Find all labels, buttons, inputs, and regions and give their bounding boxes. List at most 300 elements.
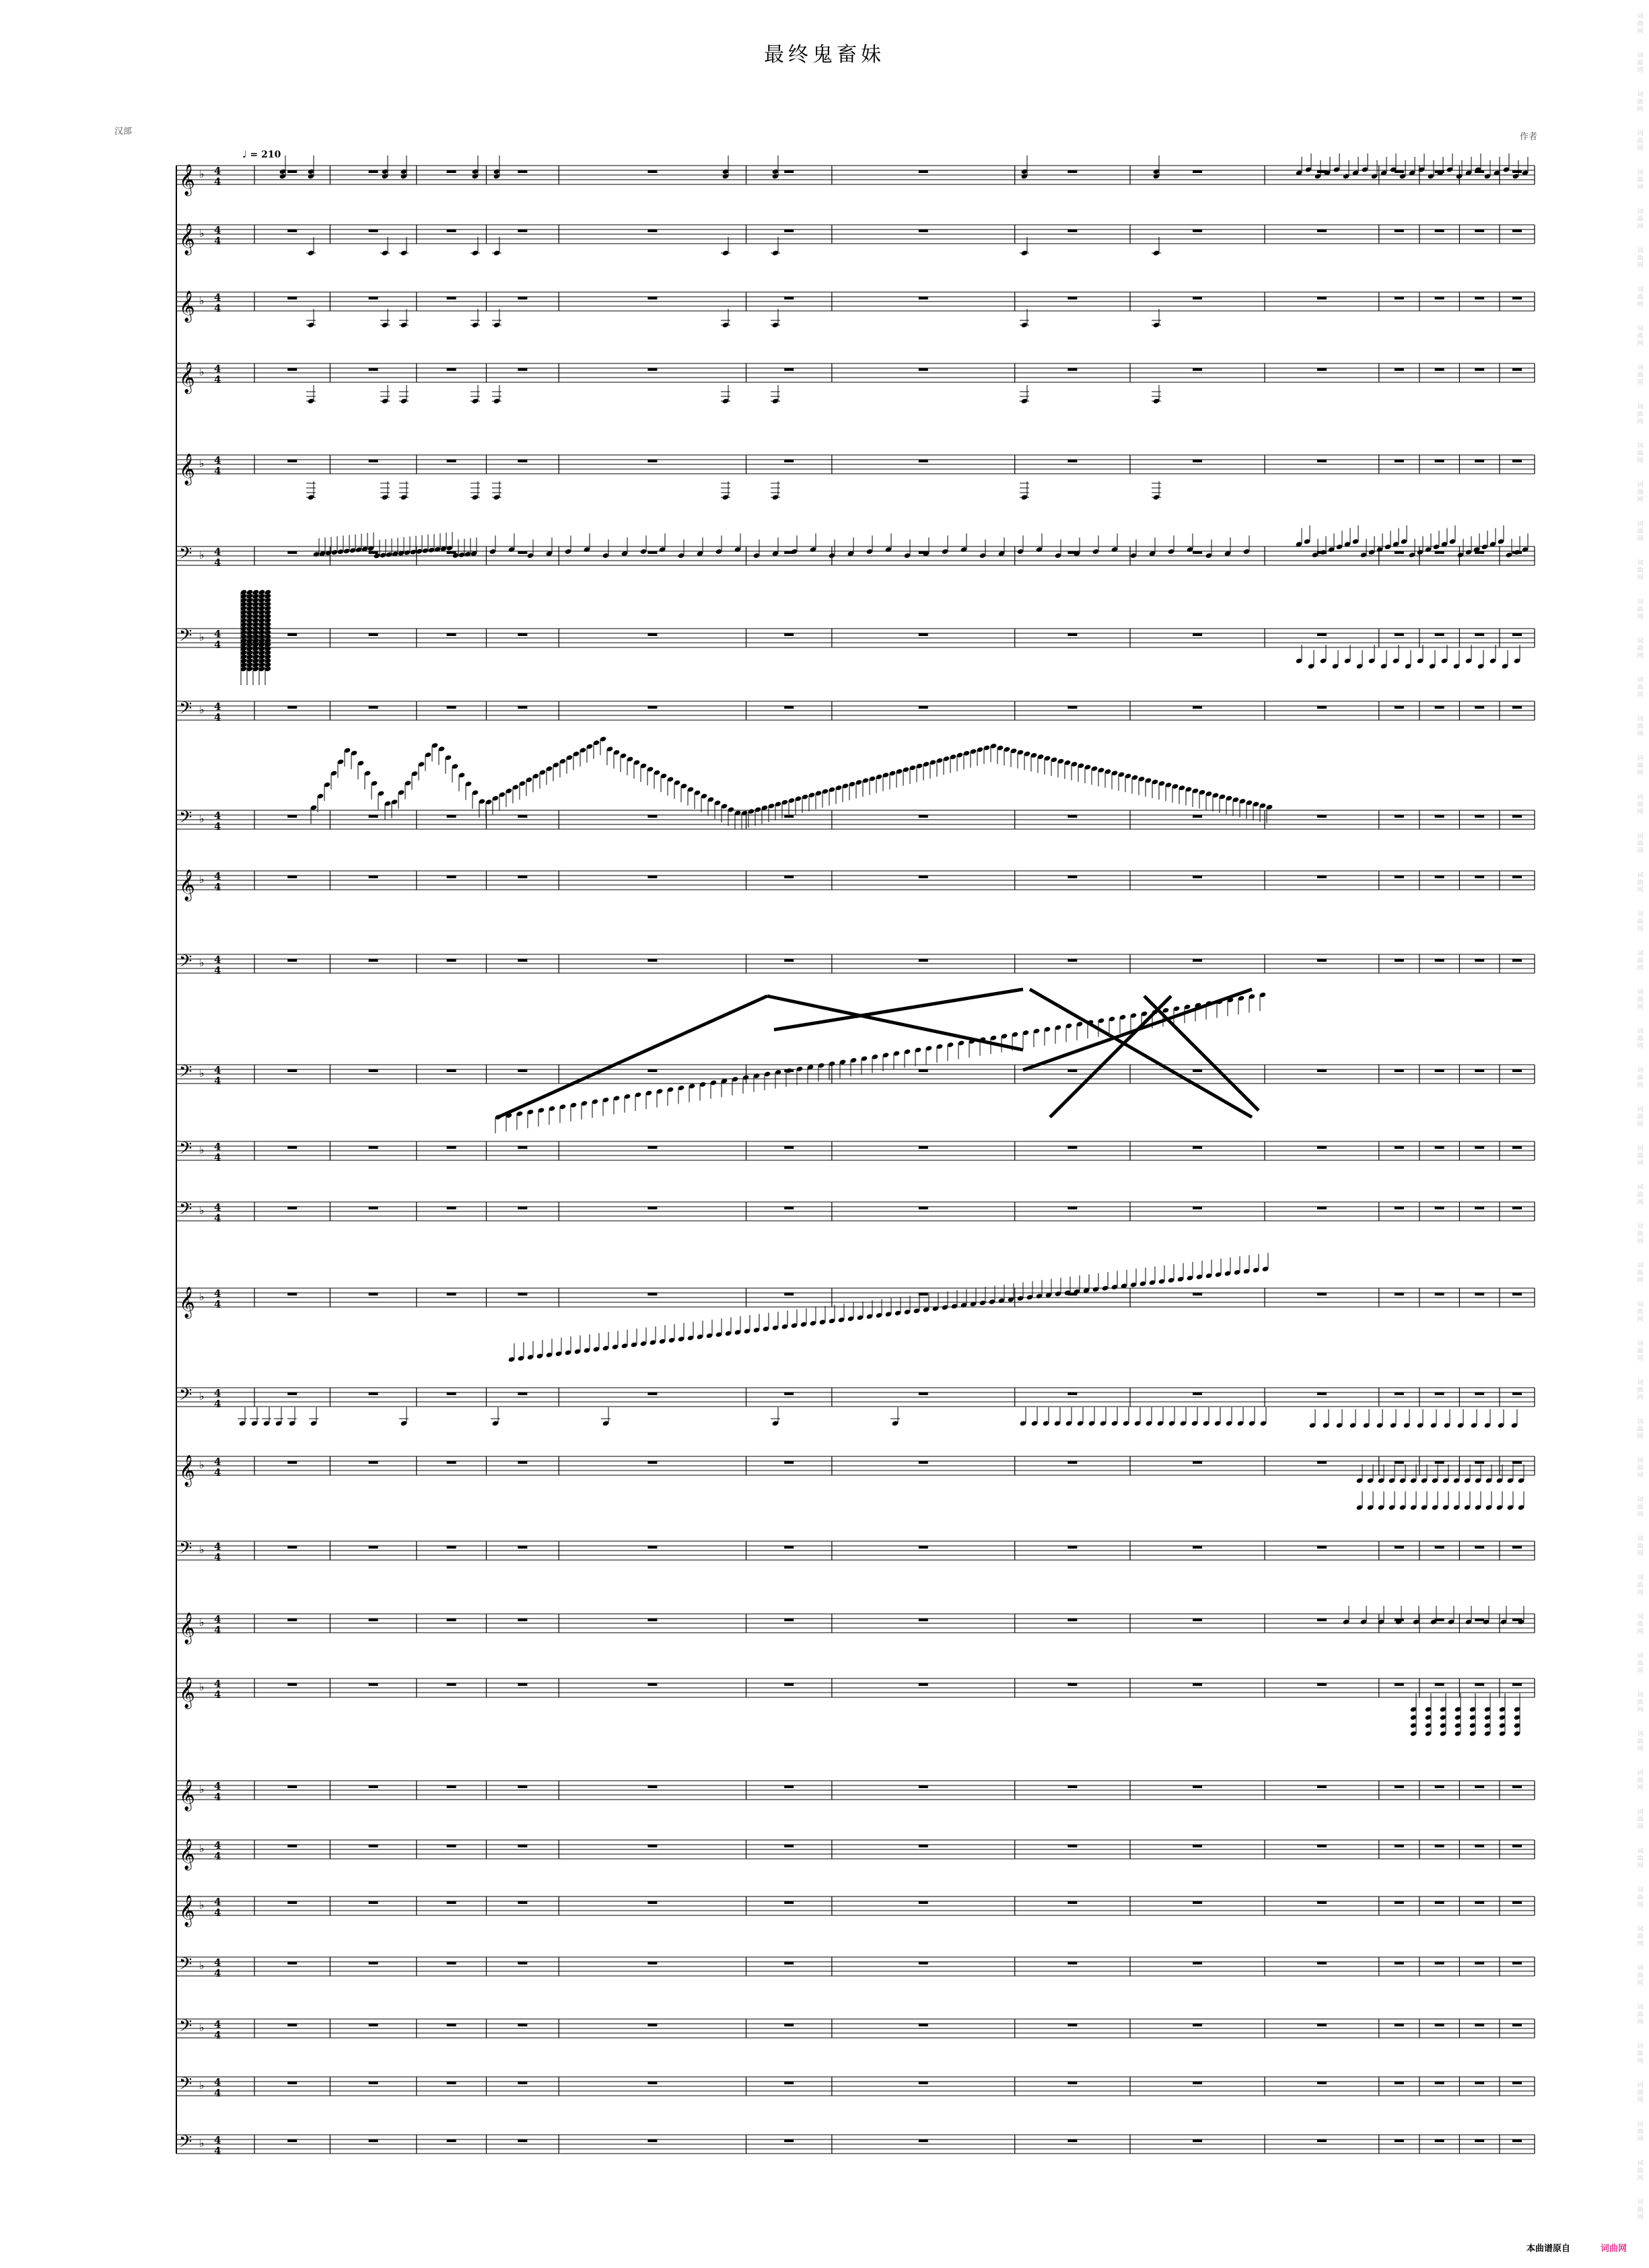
- whole-rest-icon: [1512, 1392, 1522, 1395]
- watermark-text: 词曲网: [1637, 52, 1644, 74]
- whole-rest-icon: [1475, 2139, 1484, 2142]
- time-signature-bottom: 4: [214, 1298, 221, 1310]
- whole-rest-icon: [784, 1619, 794, 1621]
- whole-rest-icon: [919, 1785, 928, 1788]
- whole-rest-icon: [447, 876, 456, 878]
- whole-rest-icon: [1067, 2024, 1077, 2026]
- whole-rest-icon: [1475, 1207, 1484, 1209]
- bass-clef-icon: 𝄢: [179, 2074, 192, 2098]
- note-beam-cluster: [498, 996, 767, 1117]
- flat-key-signature-icon: ♭: [199, 703, 205, 716]
- bass-clef-icon: 𝄢: [179, 952, 192, 975]
- whole-rest-icon: [1067, 2082, 1077, 2084]
- whole-rest-icon: [1435, 1392, 1444, 1395]
- whole-rest-icon: [287, 297, 297, 299]
- whole-rest-icon: [647, 1069, 657, 1072]
- whole-rest-icon: [447, 1392, 456, 1395]
- whole-rest-icon: [287, 1845, 297, 1847]
- watermark-text: 词曲网: [1637, 2082, 1644, 2104]
- whole-rest-icon: [1512, 229, 1522, 232]
- time-signature-bottom: 4: [214, 1398, 221, 1410]
- whole-rest-icon: [447, 1785, 456, 1788]
- time-signature-top: 4: [214, 1201, 221, 1213]
- whole-rest-icon: [518, 460, 527, 462]
- whole-rest-icon: [647, 1901, 657, 1904]
- watermark-text: 词曲网: [1637, 2121, 1644, 2143]
- time-signature-top: 4: [214, 2134, 221, 2146]
- whole-rest-icon: [1475, 815, 1484, 818]
- flat-key-signature-icon: ♭: [199, 1616, 205, 1629]
- flat-key-signature-icon: ♭: [199, 1067, 205, 1079]
- watermark-text: 词曲网: [1637, 1067, 1644, 1089]
- whole-rest-icon: [1435, 706, 1444, 709]
- watermark-text: 词曲网: [1637, 170, 1644, 191]
- bass-clef-icon: 𝄢: [179, 2132, 192, 2156]
- time-signature-top: 4: [214, 224, 221, 236]
- whole-rest-icon: [1067, 170, 1077, 173]
- whole-rest-icon: [1395, 959, 1404, 962]
- flat-key-signature-icon: ♭: [199, 2079, 205, 2092]
- whole-rest-icon: [1475, 1683, 1484, 1686]
- footer-source-text: 本曲谱原自: [1527, 2244, 1571, 2254]
- whole-rest-icon: [1395, 460, 1404, 462]
- watermark-text: 词曲网: [1637, 1731, 1644, 1752]
- whole-rest-icon: [1512, 706, 1522, 709]
- whole-rest-icon: [1317, 815, 1327, 818]
- watermark-text: 词曲网: [1637, 716, 1644, 738]
- whole-rest-icon: [369, 1207, 378, 1209]
- time-signature-bottom: 4: [214, 1212, 221, 1224]
- whole-rest-icon: [1512, 2082, 1522, 2084]
- treble-clef-icon: 𝄞: [179, 362, 195, 393]
- whole-rest-icon: [518, 1845, 527, 1847]
- watermark-text: 词曲网: [1637, 1224, 1644, 1245]
- whole-rest-icon: [1067, 1683, 1077, 1686]
- flat-key-signature-icon: ♭: [199, 1899, 205, 1911]
- flat-key-signature-icon: ♭: [199, 1959, 205, 1972]
- bass-clef-icon: 𝄢: [179, 1538, 192, 1562]
- whole-rest-icon: [1067, 368, 1077, 371]
- whole-rest-icon: [447, 1461, 456, 1464]
- watermark-text: 词曲网: [1637, 833, 1644, 855]
- bass-clef-icon: 𝄢: [179, 1139, 192, 1162]
- time-signature-bottom: 4: [214, 711, 221, 723]
- whole-rest-icon: [1395, 368, 1404, 371]
- whole-rest-icon: [647, 1845, 657, 1847]
- whole-rest-icon: [518, 1901, 527, 1904]
- whole-rest-icon: [1317, 229, 1327, 232]
- tempo-marking: ♩ = 210: [242, 149, 281, 160]
- whole-rest-icon: [1475, 368, 1484, 371]
- whole-rest-icon: [1193, 1207, 1202, 1209]
- whole-rest-icon: [447, 297, 456, 299]
- flat-key-signature-icon: ♭: [199, 2137, 205, 2150]
- treble-clef-icon: 𝄞: [179, 1839, 195, 1870]
- whole-rest-icon: [1067, 1962, 1077, 1964]
- score-title: 最终鬼畜妹: [764, 43, 885, 67]
- whole-rest-icon: [1475, 1293, 1484, 1296]
- watermark-text: 词曲网: [1637, 1965, 1644, 1987]
- whole-rest-icon: [447, 706, 456, 709]
- flat-key-signature-icon: ♭: [199, 227, 205, 240]
- whole-rest-icon: [287, 1069, 297, 1072]
- whole-rest-icon: [919, 1901, 928, 1904]
- whole-rest-icon: [1475, 706, 1484, 709]
- flat-key-signature-icon: ♭: [199, 1842, 205, 1855]
- whole-rest-icon: [919, 815, 928, 818]
- whole-rest-icon: [647, 1146, 657, 1149]
- flat-key-signature-icon: ♭: [199, 1290, 205, 1303]
- treble-clef-icon: 𝄞: [179, 454, 195, 485]
- whole-rest-icon: [919, 1146, 928, 1149]
- watermark-text: 词曲网: [1637, 1926, 1644, 1948]
- whole-rest-icon: [1193, 1785, 1202, 1788]
- whole-rest-icon: [1193, 1683, 1202, 1686]
- whole-rest-icon: [1435, 1293, 1444, 1296]
- whole-rest-icon: [518, 1785, 527, 1788]
- whole-rest-icon: [1067, 1069, 1077, 1072]
- time-signature-bottom: 4: [214, 1967, 221, 1979]
- flat-key-signature-icon: ♭: [199, 631, 205, 643]
- whole-rest-icon: [784, 1785, 794, 1788]
- whole-rest-icon: [447, 1619, 456, 1621]
- whole-rest-icon: [784, 1392, 794, 1395]
- time-signature-bottom: 4: [214, 2087, 221, 2099]
- whole-rest-icon: [1395, 1392, 1404, 1395]
- whole-rest-icon: [1512, 368, 1522, 371]
- whole-rest-icon: [784, 170, 794, 173]
- time-signature-top: 4: [214, 1287, 221, 1300]
- watermark-text: 词曲网: [1637, 365, 1644, 386]
- whole-rest-icon: [1395, 1962, 1404, 1964]
- whole-rest-icon: [287, 1392, 297, 1395]
- whole-rest-icon: [647, 959, 657, 962]
- time-signature-bottom: 4: [214, 881, 221, 893]
- whole-rest-icon: [647, 297, 657, 299]
- whole-rest-icon: [518, 1546, 527, 1549]
- whole-rest-icon: [919, 1069, 928, 1072]
- whole-rest-icon: [287, 1146, 297, 1149]
- whole-rest-icon: [447, 229, 456, 232]
- whole-rest-icon: [919, 2024, 928, 2026]
- whole-rest-icon: [919, 1683, 928, 1686]
- whole-rest-icon: [919, 2082, 928, 2084]
- whole-rest-icon: [518, 1392, 527, 1395]
- whole-rest-icon: [1512, 1546, 1522, 1549]
- time-signature-bottom: 4: [214, 1689, 221, 1701]
- whole-rest-icon: [784, 1901, 794, 1904]
- whole-rest-icon: [1395, 2139, 1404, 2142]
- whole-rest-icon: [447, 1207, 456, 1209]
- whole-rest-icon: [1395, 229, 1404, 232]
- time-signature-top: 4: [214, 1896, 221, 1908]
- whole-rest-icon: [1317, 2024, 1327, 2026]
- watermark-text: 词曲网: [1637, 1692, 1644, 1713]
- whole-rest-icon: [1475, 876, 1484, 878]
- whole-rest-icon: [1193, 297, 1202, 299]
- whole-rest-icon: [1317, 2139, 1327, 2142]
- watermark-text: 词曲网: [1637, 872, 1644, 894]
- whole-rest-icon: [647, 1683, 657, 1686]
- flat-key-signature-icon: ♭: [199, 956, 205, 969]
- whole-rest-icon: [784, 633, 794, 636]
- watermark-text: 词曲网: [1637, 1536, 1644, 1557]
- whole-rest-icon: [1512, 1069, 1522, 1072]
- whole-rest-icon: [1435, 1546, 1444, 1549]
- composer-label: 作者: [1520, 132, 1538, 142]
- whole-rest-icon: [1435, 1461, 1444, 1464]
- whole-rest-icon: [1475, 1461, 1484, 1464]
- watermark-text: 词曲网: [1637, 248, 1644, 269]
- whole-rest-icon: [1193, 170, 1202, 173]
- whole-rest-icon: [1067, 1207, 1077, 1209]
- whole-rest-icon: [1475, 1146, 1484, 1149]
- whole-rest-icon: [287, 1619, 297, 1621]
- whole-rest-icon: [1435, 1069, 1444, 1072]
- time-signature-top: 4: [214, 363, 221, 375]
- bass-clef-icon: 𝄢: [179, 808, 192, 831]
- bass-clef-icon: 𝄢: [179, 1062, 192, 1086]
- whole-rest-icon: [518, 706, 527, 709]
- whole-rest-icon: [919, 1461, 928, 1464]
- whole-rest-icon: [1193, 1962, 1202, 1964]
- treble-clef-icon: 𝄞: [179, 164, 195, 195]
- whole-rest-icon: [518, 1962, 527, 1964]
- whole-rest-icon: [447, 1962, 456, 1964]
- whole-rest-icon: [1435, 2082, 1444, 2084]
- whole-rest-icon: [447, 1293, 456, 1296]
- whole-rest-icon: [1067, 1461, 1077, 1464]
- whole-rest-icon: [647, 815, 657, 818]
- whole-rest-icon: [784, 368, 794, 371]
- whole-rest-icon: [369, 1901, 378, 1904]
- whole-rest-icon: [287, 460, 297, 462]
- treble-clef-icon: 𝄞: [179, 1779, 195, 1810]
- whole-rest-icon: [1395, 297, 1404, 299]
- whole-rest-icon: [287, 1293, 297, 1296]
- watermark-text: 词曲网: [1637, 1028, 1644, 1050]
- time-signature-top: 4: [214, 2018, 221, 2030]
- flat-key-signature-icon: ♭: [199, 1543, 205, 1556]
- whole-rest-icon: [647, 1546, 657, 1549]
- whole-rest-icon: [647, 1962, 657, 1964]
- time-signature-bottom: 4: [214, 176, 221, 188]
- time-signature-top: 4: [214, 1613, 221, 1625]
- watermark-text: 词曲网: [1637, 1145, 1644, 1167]
- whole-rest-icon: [1435, 1962, 1444, 1964]
- whole-rest-icon: [1512, 1683, 1522, 1686]
- whole-rest-icon: [1067, 460, 1077, 462]
- whole-rest-icon: [518, 1461, 527, 1464]
- whole-rest-icon: [919, 1619, 928, 1621]
- whole-rest-icon: [1067, 876, 1077, 878]
- bass-clef-icon: 𝄢: [179, 626, 192, 649]
- whole-rest-icon: [447, 1683, 456, 1686]
- watermark-text: 词曲网: [1637, 209, 1644, 230]
- whole-rest-icon: [1512, 815, 1522, 818]
- bass-clef-icon: 𝄢: [179, 2016, 192, 2040]
- whole-rest-icon: [1395, 1845, 1404, 1847]
- whole-rest-icon: [1512, 959, 1522, 962]
- whole-rest-icon: [1067, 1901, 1077, 1904]
- time-signature-bottom: 4: [214, 639, 221, 651]
- whole-rest-icon: [287, 706, 297, 709]
- treble-clef-icon: 𝄞: [179, 1613, 195, 1643]
- whole-rest-icon: [518, 633, 527, 636]
- whole-rest-icon: [919, 1845, 928, 1847]
- whole-rest-icon: [1475, 2024, 1484, 2026]
- time-signature-top: 4: [214, 1387, 221, 1399]
- flat-key-signature-icon: ♭: [199, 1390, 205, 1403]
- watermark-text: 词曲网: [1637, 2043, 1644, 2065]
- whole-rest-icon: [287, 1785, 297, 1788]
- whole-rest-icon: [1512, 633, 1522, 636]
- whole-rest-icon: [1067, 706, 1077, 709]
- whole-rest-icon: [1395, 1785, 1404, 1788]
- whole-rest-icon: [518, 1619, 527, 1621]
- whole-rest-icon: [1475, 229, 1484, 232]
- whole-rest-icon: [1067, 815, 1077, 818]
- time-signature-bottom: 4: [214, 302, 221, 314]
- whole-rest-icon: [287, 815, 297, 818]
- whole-rest-icon: [287, 959, 297, 962]
- whole-rest-icon: [1193, 2139, 1202, 2142]
- whole-rest-icon: [369, 1962, 378, 1964]
- whole-rest-icon: [647, 2024, 657, 2026]
- whole-rest-icon: [1512, 2139, 1522, 2142]
- watermark-text: 词曲网: [1637, 755, 1644, 777]
- whole-rest-icon: [647, 368, 657, 371]
- whole-rest-icon: [647, 633, 657, 636]
- whole-rest-icon: [1512, 460, 1522, 462]
- treble-clef-icon: 𝄞: [179, 1895, 195, 1926]
- watermark-text: 词曲网: [1637, 1887, 1644, 1909]
- time-signature-bottom: 4: [214, 1624, 221, 1636]
- whole-rest-icon: [1317, 1785, 1327, 1788]
- watermark-text: 词曲网: [1637, 2004, 1644, 2026]
- time-signature-top: 4: [214, 1540, 221, 1553]
- whole-rest-icon: [1067, 1146, 1077, 1149]
- whole-rest-icon: [1435, 229, 1444, 232]
- whole-rest-icon: [369, 460, 378, 462]
- flat-key-signature-icon: ♭: [199, 457, 205, 470]
- whole-rest-icon: [647, 1207, 657, 1209]
- whole-rest-icon: [1475, 297, 1484, 299]
- flat-key-signature-icon: ♭: [199, 2021, 205, 2034]
- whole-rest-icon: [784, 1546, 794, 1549]
- flat-key-signature-icon: ♭: [199, 168, 205, 180]
- whole-rest-icon: [1193, 1546, 1202, 1549]
- whole-rest-icon: [1317, 1901, 1327, 1904]
- watermark-text: 词曲网: [1637, 638, 1644, 660]
- watermark-text: 词曲网: [1637, 1341, 1644, 1362]
- whole-rest-icon: [1193, 551, 1202, 554]
- whole-rest-icon: [784, 1293, 794, 1296]
- whole-rest-icon: [1475, 633, 1484, 636]
- whole-rest-icon: [518, 1683, 527, 1686]
- time-signature-top: 4: [214, 1456, 221, 1468]
- watermark-text: 词曲网: [1637, 1263, 1644, 1284]
- bass-clef-icon: 𝄢: [179, 1954, 192, 1978]
- note-beam-cluster: [1144, 996, 1259, 1110]
- whole-rest-icon: [1395, 1293, 1404, 1296]
- whole-rest-icon: [919, 633, 928, 636]
- watermark-text: 词曲网: [1637, 1497, 1644, 1518]
- whole-rest-icon: [1193, 368, 1202, 371]
- whole-rest-icon: [369, 2139, 378, 2142]
- whole-rest-icon: [1317, 876, 1327, 878]
- watermark-text: 词曲网: [1637, 794, 1644, 816]
- flat-key-signature-icon: ♭: [199, 1783, 205, 1796]
- whole-rest-icon: [518, 876, 527, 878]
- watermark-text: 词曲网: [1637, 1106, 1644, 1128]
- whole-rest-icon: [1435, 1683, 1444, 1686]
- whole-rest-icon: [369, 633, 378, 636]
- whole-rest-icon: [647, 170, 657, 173]
- whole-rest-icon: [1193, 1293, 1202, 1296]
- watermark-text: 词曲网: [1637, 326, 1644, 347]
- time-signature-top: 4: [214, 1064, 221, 1076]
- whole-rest-icon: [919, 170, 928, 173]
- time-signature-bottom: 4: [214, 2145, 221, 2157]
- whole-rest-icon: [919, 297, 928, 299]
- time-signature-top: 4: [214, 870, 221, 882]
- watermark-text: 词曲网: [1637, 1848, 1644, 1870]
- whole-rest-icon: [1435, 297, 1444, 299]
- whole-rest-icon: [647, 1619, 657, 1621]
- whole-rest-icon: [1317, 1069, 1327, 1072]
- whole-rest-icon: [919, 1207, 928, 1209]
- whole-rest-icon: [1395, 706, 1404, 709]
- whole-rest-icon: [369, 551, 378, 554]
- whole-rest-icon: [1193, 229, 1202, 232]
- whole-rest-icon: [1435, 1207, 1444, 1209]
- whole-rest-icon: [919, 1962, 928, 1964]
- whole-rest-icon: [287, 2139, 297, 2142]
- time-signature-top: 4: [214, 454, 221, 466]
- whole-rest-icon: [369, 1392, 378, 1395]
- whole-rest-icon: [287, 229, 297, 232]
- whole-rest-icon: [1067, 2139, 1077, 2142]
- flat-key-signature-icon: ♭: [199, 548, 205, 561]
- whole-rest-icon: [1193, 1392, 1202, 1395]
- whole-rest-icon: [1512, 1461, 1522, 1464]
- whole-rest-icon: [1512, 2024, 1522, 2026]
- whole-rest-icon: [369, 2082, 378, 2084]
- whole-rest-icon: [647, 229, 657, 232]
- whole-rest-icon: [1435, 368, 1444, 371]
- whole-rest-icon: [1435, 460, 1444, 462]
- bass-clef-icon: 𝄢: [179, 1199, 192, 1223]
- time-signature-top: 4: [214, 954, 221, 966]
- whole-rest-icon: [784, 706, 794, 709]
- whole-rest-icon: [369, 1845, 378, 1847]
- watermark-text: 词曲网: [1637, 950, 1644, 972]
- whole-rest-icon: [647, 1461, 657, 1464]
- whole-rest-icon: [447, 368, 456, 371]
- whole-rest-icon: [1395, 876, 1404, 878]
- whole-rest-icon: [369, 815, 378, 818]
- whole-rest-icon: [1475, 1392, 1484, 1395]
- whole-rest-icon: [1435, 959, 1444, 962]
- whole-rest-icon: [1395, 1461, 1404, 1464]
- time-signature-bottom: 4: [214, 557, 221, 569]
- whole-rest-icon: [1435, 551, 1444, 554]
- flat-key-signature-icon: ♭: [199, 365, 205, 378]
- whole-rest-icon: [447, 1901, 456, 1904]
- whole-rest-icon: [1435, 876, 1444, 878]
- whole-rest-icon: [1317, 1392, 1327, 1395]
